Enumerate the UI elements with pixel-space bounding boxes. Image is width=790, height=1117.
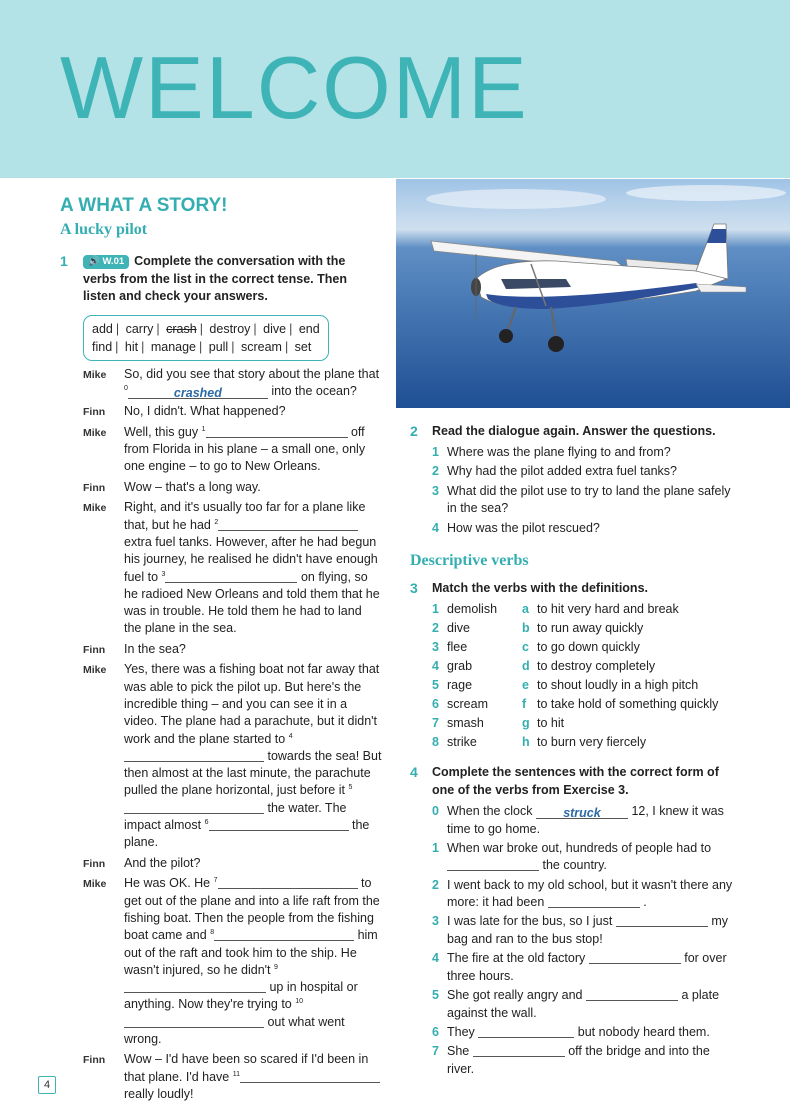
speaker: Mike — [83, 502, 107, 515]
gap-number: 7 — [213, 877, 218, 885]
question-number: 3 — [432, 483, 439, 498]
match-row — [432, 619, 740, 638]
sentence-text: the country. — [542, 858, 607, 873]
match-row — [432, 657, 740, 676]
sentence-number: 4 — [432, 951, 439, 966]
question-number: 4 — [432, 521, 439, 536]
verb: strike — [447, 735, 477, 750]
speaker: Mike — [83, 878, 107, 891]
gap-number: 3 — [161, 570, 166, 578]
dialogue-line — [83, 366, 382, 401]
word: set — [294, 339, 312, 354]
gap-number: 0 — [124, 384, 128, 392]
question-number: 1 — [432, 444, 439, 459]
sentence-text: I was late for the bus, so I just — [447, 914, 613, 929]
answer-gap[interactable] — [206, 424, 348, 438]
sentence-text: When war broke out, hundreds of people had to — [447, 840, 712, 855]
answer-gap[interactable] — [473, 1043, 565, 1057]
section-subtitle: A lucky pilot — [60, 221, 148, 238]
speaker: Finn — [83, 1054, 106, 1067]
dialogue-line — [83, 499, 382, 637]
plane-illustration — [396, 179, 790, 408]
sentence-text: When the clock — [447, 804, 533, 819]
answer-gap[interactable] — [548, 894, 640, 908]
definition-letter: e — [522, 678, 529, 693]
dialogue-line — [83, 424, 382, 476]
sentence-text: my bag and ran to the bus stop! — [447, 914, 728, 946]
line-text: really loudly! — [124, 1087, 194, 1102]
word: manage — [150, 339, 197, 354]
sentence-number: 1 — [432, 840, 439, 855]
line-text: into the ocean? — [271, 383, 357, 398]
definition: to hit very hard and break — [537, 602, 679, 617]
exercise-instruction: Complete the conversation with the verbs from the list in the correct tense. Then listen and check your answers. — [83, 254, 347, 303]
answer-gap[interactable] — [124, 1014, 264, 1028]
dialogue-line — [83, 1051, 382, 1103]
question-text: What did the pilot use to try to land the plane safely in the sea? — [447, 483, 731, 516]
answer-gap[interactable] — [586, 987, 678, 1001]
question-list — [432, 444, 740, 538]
line-text: on flying, so he radioed New Orleans and told them that he was in trouble. He told them he had to land the plane in the sea. — [124, 569, 380, 636]
question — [432, 444, 740, 462]
definition: to shout loudly in a high pitch — [537, 678, 699, 693]
line-text: to get out of the plane and into a life raft from the fishing boat. Then the people from the fishing boat came and — [124, 876, 380, 943]
line-text: And the pilot? — [124, 855, 201, 870]
page-title: WELCOME — [60, 38, 529, 137]
line-text: towards the sea! But then almost at the last minute, the parachute pulled the plane horizontal, just before it — [124, 748, 382, 798]
speaker: Finn — [83, 406, 106, 419]
sentence-number: 3 — [432, 914, 439, 929]
answer-gap[interactable] — [124, 748, 264, 762]
line-text: He was OK. He — [124, 876, 211, 891]
word: dive — [263, 321, 287, 336]
match-row — [432, 638, 740, 657]
exercise-number: 3 — [410, 579, 418, 596]
speaker-icon: 🔊 — [88, 256, 100, 267]
sentence-list — [432, 803, 740, 1078]
row-number: 4 — [432, 659, 439, 674]
exercise-number: 2 — [410, 423, 418, 439]
word: pull — [208, 339, 229, 354]
definition-letter: a — [522, 602, 529, 617]
exercise-instruction: Match the verbs with the definitions. — [432, 580, 648, 595]
exercise-instruction: Read the dialogue again. Answer the questions. — [432, 424, 716, 438]
gap-number: 11 — [232, 1070, 241, 1078]
page-number: 4 — [38, 1076, 56, 1094]
speaker: Mike — [83, 426, 107, 439]
match-row — [432, 714, 740, 733]
exercise-3 — [410, 580, 740, 753]
match-row — [432, 676, 740, 695]
definition: to run away quickly — [537, 621, 644, 636]
exercise-2 — [410, 423, 740, 538]
plane-photo — [396, 179, 790, 408]
question — [432, 463, 740, 481]
sentence-number: 7 — [432, 1044, 439, 1059]
row-number: 7 — [432, 716, 439, 731]
exercise-instruction: Complete the sentences with the correct form of one of the verbs from Exercise 3. — [432, 765, 719, 797]
sentence-text: 12, I knew it was time to go home. — [447, 804, 724, 836]
sentence — [432, 803, 740, 838]
sentence — [432, 840, 740, 875]
match-table — [432, 600, 740, 752]
dialogue-line — [83, 403, 382, 420]
exercise-number: 1 — [60, 253, 68, 269]
definition-letter: d — [522, 659, 530, 674]
sentence-text: She — [447, 1044, 470, 1059]
question-text: How was the pilot rescued? — [447, 521, 600, 536]
definition: to go down quickly — [537, 640, 640, 655]
line-text: up in hospital or anything. Now they're trying to — [124, 980, 358, 1012]
sentence — [432, 1043, 740, 1078]
word: carry — [125, 321, 154, 336]
word: add — [92, 321, 113, 336]
definition-letter: b — [522, 621, 530, 636]
answer-gap[interactable] — [589, 950, 681, 964]
speaker: Mike — [83, 368, 107, 381]
word: hit — [124, 339, 139, 354]
verb: grab — [447, 659, 473, 674]
descriptive-verbs-title: Descriptive verbs — [410, 551, 529, 569]
sentence-text: I went back to my old school, but it wasn't there any more: it had been — [447, 877, 733, 910]
definition-letter: f — [522, 697, 527, 712]
audio-track-label: W.01 — [102, 256, 125, 267]
sentence — [432, 987, 740, 1022]
answer-example: struck — [536, 805, 628, 819]
word-box — [83, 315, 329, 361]
answer-example: crashed — [128, 385, 268, 399]
line-text: Yes, there was a fishing boat not far away that was able to pick the pilot up. But here's the incredible thing – and you can see it in a video. The plane had a parachute, but it didn't work and the plane started to — [124, 662, 380, 746]
definition: to take hold of something quickly — [537, 697, 719, 712]
sentence-text: off the bridge and into the river. — [447, 1044, 710, 1076]
gap-number: 4 — [288, 732, 293, 740]
speaker: Finn — [83, 643, 106, 656]
line-text: Wow – I'd have been so scared if I'd been in that plane. I'd have — [124, 1052, 369, 1084]
audio-badge[interactable] — [83, 255, 129, 269]
gap-number: 10 — [295, 998, 304, 1006]
line-text: In the sea? — [124, 641, 186, 656]
match-row — [432, 733, 740, 752]
answer-gap[interactable] — [447, 857, 539, 871]
answer-gap[interactable] — [218, 517, 358, 531]
row-number: 2 — [432, 621, 439, 636]
gap-number: 8 — [210, 929, 215, 937]
answer-gap[interactable] — [209, 817, 349, 831]
dialogue-line — [83, 479, 382, 496]
sentence-text: for over three hours. — [447, 951, 727, 983]
sentence-number: 0 — [432, 804, 439, 819]
sentence — [432, 913, 740, 948]
answer-gap[interactable] — [478, 1024, 574, 1038]
row-number: 6 — [432, 697, 439, 712]
word-row: find | hit | manage | pull | scream | set — [92, 339, 312, 354]
row-number: 8 — [432, 735, 439, 750]
left-column — [60, 195, 382, 1107]
definition-letter: h — [522, 735, 530, 750]
line-text: off from Florida in his plane – a small one, only one engine – to go to New Orleans. — [124, 424, 366, 474]
gap-number: 5 — [348, 784, 353, 792]
sentence-number: 5 — [432, 988, 439, 1003]
verb: smash — [447, 716, 484, 731]
verb: scream — [447, 697, 488, 712]
sentence-text: a plate against the wall. — [447, 988, 720, 1020]
answer-gap[interactable] — [240, 1069, 380, 1083]
definition: to hit — [537, 716, 565, 731]
exercise-1 — [60, 253, 382, 366]
gap-number: 1 — [201, 425, 206, 433]
line-text: So, did you see that story about the plane that — [124, 366, 380, 381]
dialogue-line — [83, 855, 382, 872]
verb: flee — [447, 640, 468, 655]
question — [432, 520, 740, 538]
line-text: Wow – that's a long way. — [124, 479, 261, 494]
definition-letter: c — [522, 640, 529, 655]
sentence-number: 6 — [432, 1024, 439, 1039]
exercise-4 — [410, 764, 740, 1078]
sentence-text: The fire at the old factory — [447, 951, 586, 966]
row-number: 5 — [432, 678, 439, 693]
question-text: Where was the plane flying to and from? — [447, 444, 671, 459]
definition: to destroy completely — [537, 659, 656, 674]
answer-gap[interactable] — [165, 569, 297, 583]
welcome-banner — [0, 0, 790, 178]
gap-number: 6 — [204, 818, 209, 826]
line-text: No, I didn't. What happened? — [124, 404, 286, 419]
verb: dive — [447, 621, 470, 636]
definition-letter: g — [522, 716, 530, 731]
speaker: Finn — [83, 857, 106, 870]
sentence — [432, 1024, 740, 1042]
answer-gap[interactable] — [218, 875, 358, 889]
word: scream — [240, 339, 282, 354]
word-row: add | carry | crash | destroy | dive | end — [92, 321, 320, 336]
sentence-text: . — [643, 895, 647, 910]
row-number: 1 — [432, 602, 439, 617]
sentence-text: She got really angry and — [447, 988, 583, 1003]
question-text: Why had the pilot added extra fuel tanks? — [447, 464, 678, 479]
line-text: Well, this guy — [124, 424, 199, 439]
answer-gap[interactable] — [616, 913, 708, 927]
verb: demolish — [447, 602, 498, 617]
line-text: extra fuel tanks. However, after he had begun his journey, he realised he didn't have enough fuel to — [124, 534, 378, 584]
dialogue — [83, 366, 382, 1104]
word-crossed: crash — [166, 321, 197, 336]
definition: to burn very fiercely — [537, 735, 647, 750]
dialogue-line — [83, 875, 382, 1048]
answer-gap[interactable] — [214, 927, 354, 941]
word: destroy — [209, 321, 251, 336]
match-row — [432, 600, 740, 619]
gap-number: 9 — [274, 963, 278, 971]
line-text: out what went wrong. — [124, 1014, 345, 1046]
line-text: the water. The impact almost — [124, 800, 347, 833]
word: find — [92, 339, 113, 354]
sentence — [432, 877, 740, 912]
sentence-text: They — [447, 1024, 475, 1039]
right-column — [410, 423, 740, 1080]
question-number: 2 — [432, 464, 439, 479]
sentence — [432, 950, 740, 985]
dialogue-line — [83, 661, 382, 851]
verb: rage — [447, 678, 473, 693]
answer-gap[interactable] — [124, 979, 266, 993]
exercise-number: 4 — [410, 764, 418, 781]
match-row — [432, 695, 740, 714]
row-number: 3 — [432, 640, 439, 655]
sentence-number: 2 — [432, 877, 439, 892]
gap-number: 2 — [214, 518, 219, 526]
answer-gap[interactable] — [124, 800, 264, 814]
section-title: A WHAT A STORY! — [60, 195, 228, 216]
line-text: him out of the raft and took him to the ship. He wasn't injured, so he didn't — [124, 928, 378, 977]
speaker: Mike — [83, 664, 107, 677]
word: end — [298, 321, 320, 336]
line-text: Right, and it's usually too far for a plane like that, but he had — [124, 500, 366, 532]
line-text: the plane. — [124, 818, 370, 850]
question — [432, 483, 740, 518]
speaker: Finn — [83, 481, 106, 494]
dialogue-line — [83, 641, 382, 658]
sentence-text: but nobody heard them. — [577, 1024, 710, 1039]
